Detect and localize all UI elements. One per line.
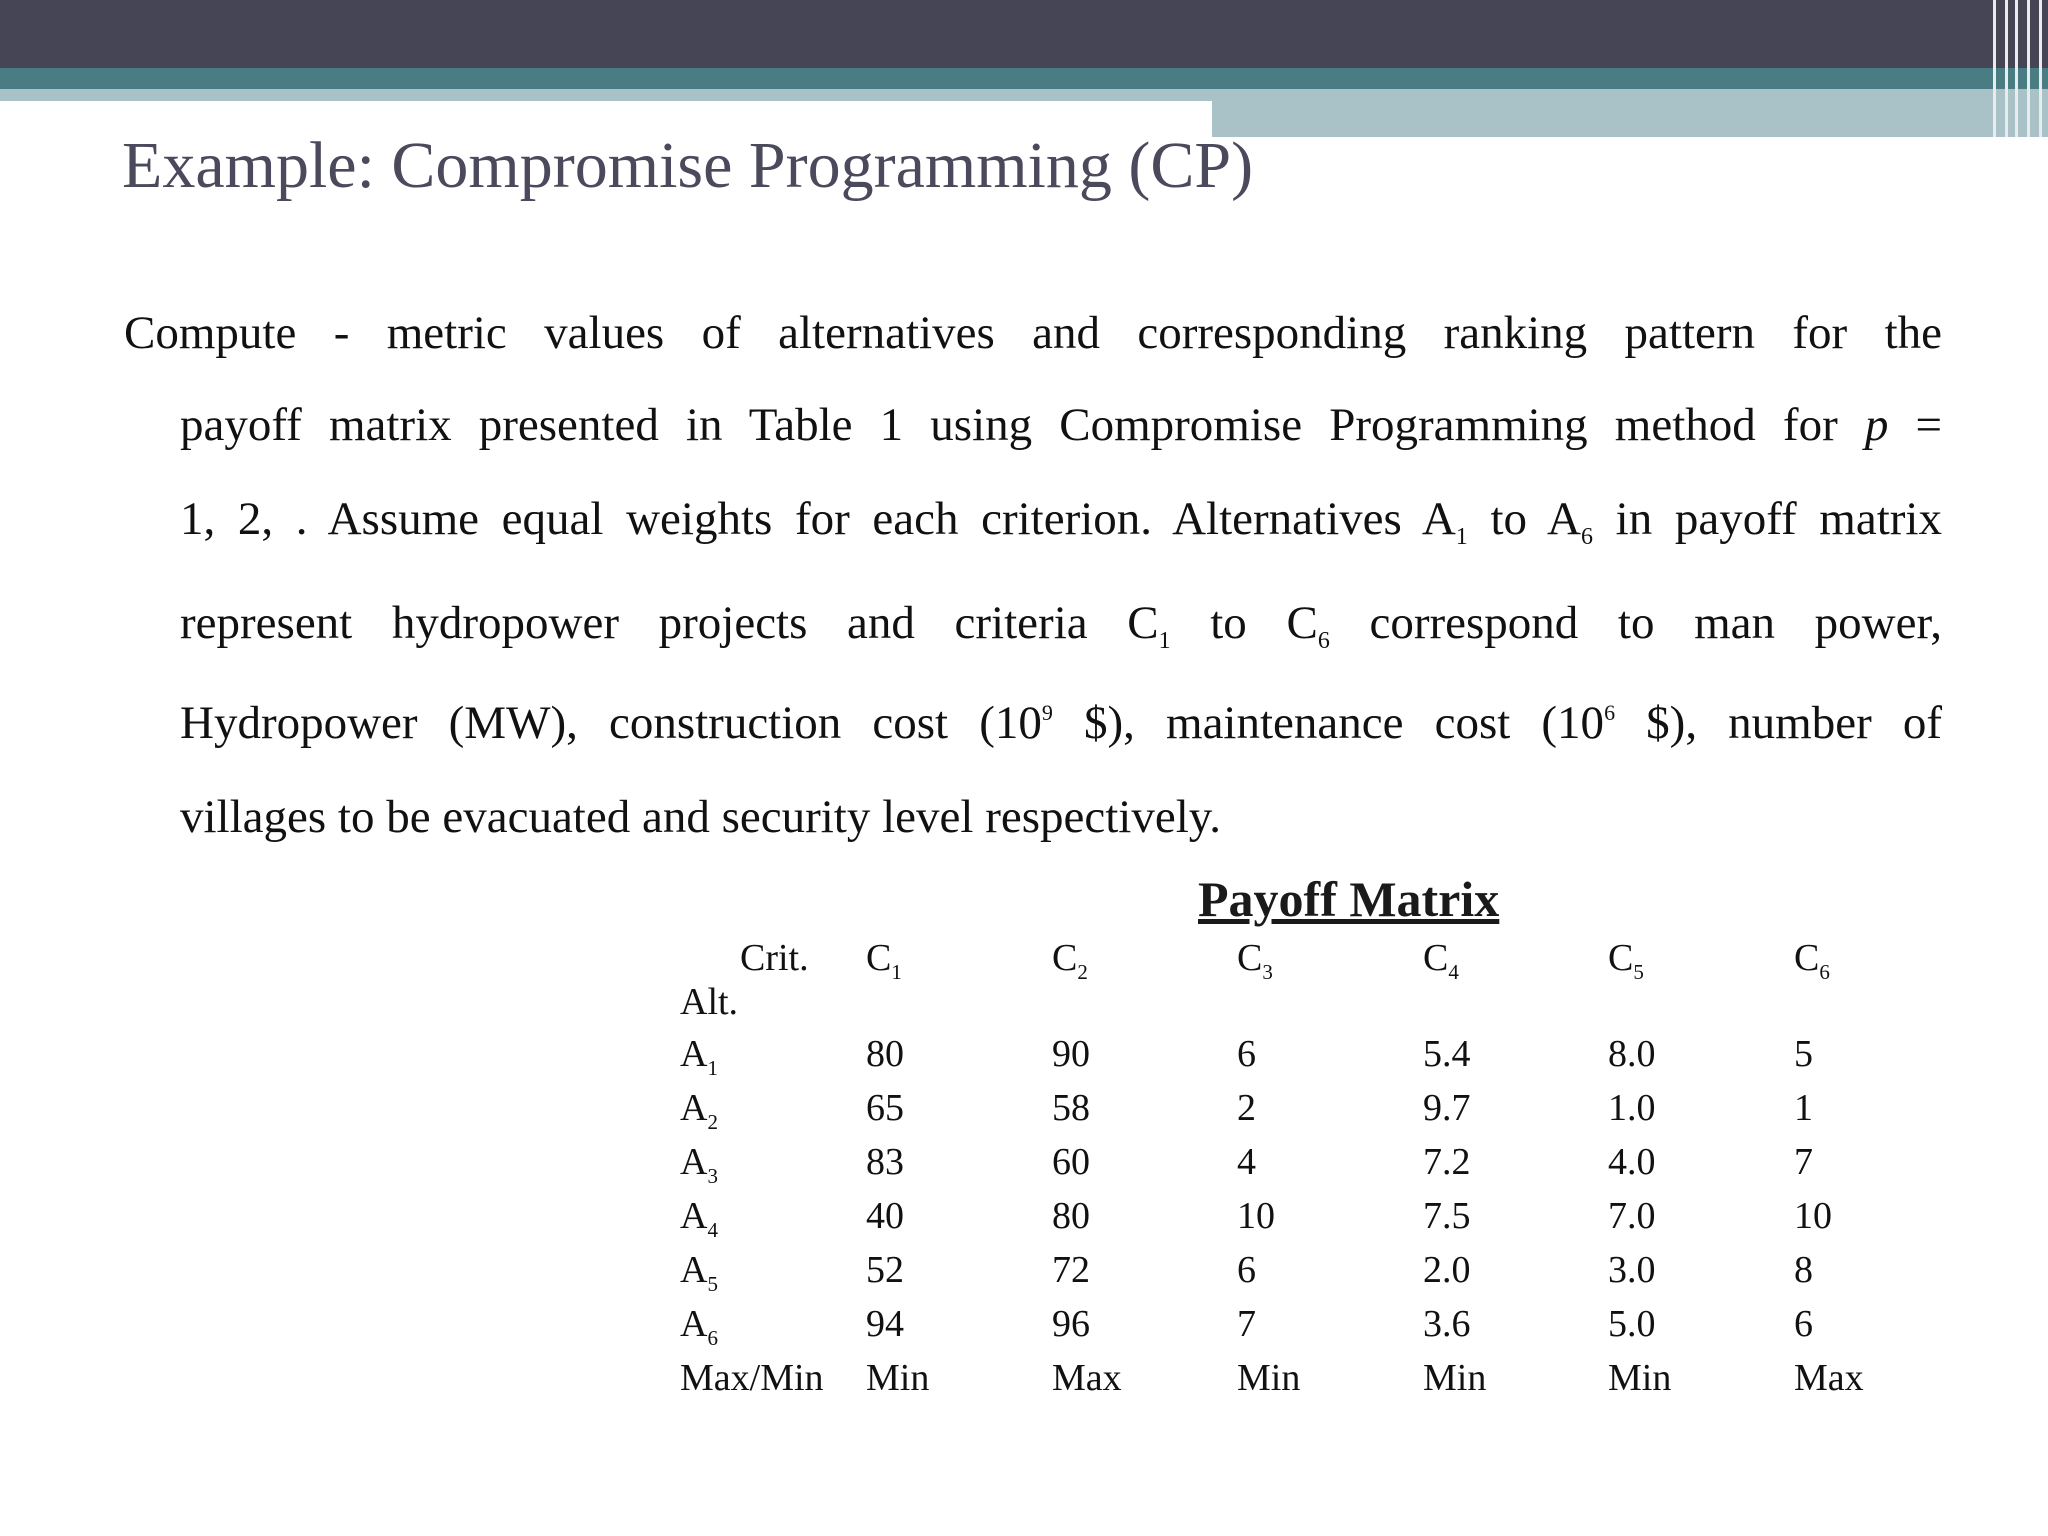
table-cell: 1.0	[1608, 1087, 1656, 1129]
table-cell: 9.7	[1423, 1087, 1471, 1129]
header-dark-band	[0, 0, 2048, 68]
table-cell: 80	[866, 1033, 904, 1075]
row-label-a6: $A_6$	[680, 1303, 718, 1350]
row-label-a4: $A_4$	[680, 1195, 718, 1242]
table-cell: 60	[1052, 1141, 1090, 1183]
table-cell: 58	[1052, 1087, 1090, 1129]
statement-line-6: villages to be evacuated and security level respectively.	[180, 791, 1221, 843]
header-light-band-right	[1212, 89, 2048, 137]
table-cell: 40	[866, 1195, 904, 1237]
table-cell: 65	[866, 1087, 904, 1129]
table-cell: 52	[866, 1249, 904, 1291]
table-cell: 10	[1794, 1195, 1832, 1237]
table-cell: 8.0	[1608, 1033, 1656, 1075]
statement-line-5: Hydropower (MW), construction cost ($10^9$ $), maintenance cost ($10^6$ $), number of	[180, 697, 1943, 749]
header-teal-band	[0, 68, 2048, 89]
table-cell: 4.0	[1608, 1141, 1656, 1183]
table-cell: 3.6	[1423, 1303, 1471, 1345]
row-label-a1: $A_1$	[680, 1033, 718, 1080]
statement-line-4: represent hydropower projects and criteria $C_1$ to $C_6$ correspond to man power,	[180, 597, 1942, 654]
table-cell: 1	[1794, 1087, 1813, 1129]
crit-label: Crit.	[740, 937, 809, 979]
payoff-matrix-title: Payoff Matrix	[1198, 871, 1500, 927]
table-cell: 7	[1794, 1141, 1813, 1183]
table-cell: Max	[1794, 1357, 1864, 1399]
table-cell: Min	[1608, 1357, 1672, 1399]
column-header-c1: $C_1$	[866, 937, 902, 984]
statement-line-1: Compute - metric values of alternatives and corresponding ranking pattern for the	[124, 307, 1942, 359]
table-cell: 4	[1237, 1141, 1256, 1183]
table-cell: 2.0	[1423, 1249, 1471, 1291]
table-cell: 5.0	[1608, 1303, 1656, 1345]
table-cell: 94	[866, 1303, 904, 1345]
slide-title: Example: Compromise Programming (CP)	[122, 129, 1254, 202]
table-cell: 5.4	[1423, 1033, 1471, 1075]
header-light-band-left	[0, 89, 1212, 101]
alt-label: Alt.	[680, 981, 739, 1023]
table-cell: Min	[866, 1357, 930, 1399]
table-cell: 10	[1237, 1195, 1275, 1237]
table-cell: 2	[1237, 1087, 1256, 1129]
column-header-c4: $C_4$	[1423, 937, 1459, 984]
table-cell: 7.5	[1423, 1195, 1471, 1237]
row-label-a2: $A_2$	[680, 1087, 718, 1134]
row-label-a5: $A_5$	[680, 1249, 718, 1296]
table-cell: 90	[1052, 1033, 1090, 1075]
table-cell: 6	[1237, 1249, 1256, 1291]
statement-line-2: payoff matrix presented in Table 1 using Compromise Programming method for p =	[180, 399, 1942, 451]
table-cell: 6	[1794, 1303, 1813, 1345]
column-header-c2: $C_2$	[1052, 937, 1088, 984]
table-cell: 5	[1794, 1033, 1813, 1075]
edge-decoration	[1988, 0, 2048, 137]
table-cell: 6	[1237, 1033, 1256, 1075]
table-cell: Min	[1423, 1357, 1487, 1399]
column-header-c6: $C_6$	[1794, 937, 1830, 984]
table-cell: 7.0	[1608, 1195, 1656, 1237]
table-cell: 96	[1052, 1303, 1090, 1345]
table-cell: Min	[1237, 1357, 1301, 1399]
table-cell: 3.0	[1608, 1249, 1656, 1291]
table-cell: 7	[1237, 1303, 1256, 1345]
table-cell: Max	[1052, 1357, 1122, 1399]
statement-line-3: 1, 2, . Assume equal weights for each criterion. Alternatives $A_1$ to $A_6$ in payoff matrix	[180, 493, 1942, 550]
table-cell: 83	[866, 1141, 904, 1183]
table-cell: 8	[1794, 1249, 1813, 1291]
table-cell: 7.2	[1423, 1141, 1471, 1183]
column-header-c5: $C_5$	[1608, 937, 1644, 984]
table-cell: 72	[1052, 1249, 1090, 1291]
column-header-c3: $C_3$	[1237, 937, 1273, 984]
table-cell: 80	[1052, 1195, 1090, 1237]
maxmin-label: Max/Min	[680, 1357, 824, 1399]
row-label-a3: $A_3$	[680, 1141, 718, 1188]
